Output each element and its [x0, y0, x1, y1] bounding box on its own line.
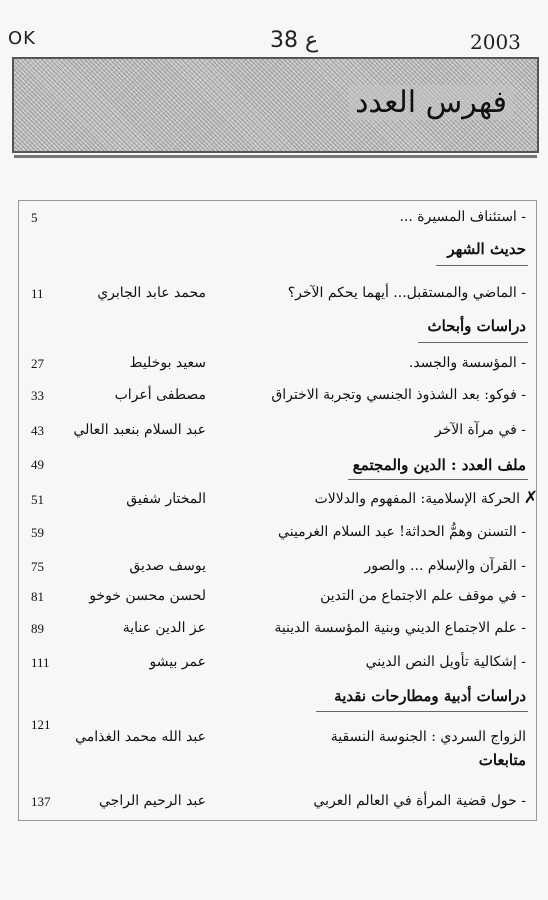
toc-entry [19, 283, 536, 309]
entry-page: 75 [31, 559, 44, 574]
entry-title: - علم الاجتماع الديني وبنية المؤسسة الدينية [274, 620, 526, 636]
contents-banner [12, 57, 539, 153]
entry-title: الحركة الإسلامية: المفهوم والدلالات [314, 491, 520, 507]
entry-author: المختار شفيق [126, 491, 206, 507]
entry-page: 27 [31, 356, 44, 371]
entry-author: يوسف صديق [129, 558, 206, 574]
entry-title: - الماضي والمستقبل... أيهما يحكم الآخر؟ [287, 285, 526, 301]
entry-title: الزواج السردي : الجنوسة النسقية [330, 729, 526, 745]
section-underline [316, 711, 528, 712]
entry-title: - استئناف المسيرة ... [399, 209, 526, 225]
entry-page: 81 [31, 589, 44, 604]
entry-author: عمر بيشو [149, 654, 206, 670]
toc-entry [19, 522, 536, 548]
banner-underline [14, 155, 537, 158]
toc-section-row [19, 454, 536, 480]
entry-title: - القرآن والإسلام ... والصور [364, 558, 526, 574]
entry-author: لحسن محسن خوخو [89, 588, 206, 604]
entry-page: 89 [31, 621, 44, 636]
entry-page: 49 [31, 457, 44, 472]
toc-entry [19, 385, 536, 411]
entry-page: 137 [31, 794, 51, 809]
checkmark-icon: ✗ [523, 488, 538, 508]
entry-author: عبد السلام بنعبد العالي [73, 422, 206, 438]
toc-entry [19, 586, 536, 612]
handwritten-year: 2003 [470, 30, 521, 54]
toc-entry [19, 489, 536, 515]
toc-entry [19, 791, 536, 817]
entry-title: - في مرآة الآخر [434, 422, 526, 438]
toc-entry-text [19, 727, 536, 753]
contents-title: فهرس العدد [349, 85, 513, 120]
entry-page: 121 [31, 717, 51, 732]
toc-entry [19, 652, 536, 678]
handwritten-issue-number: ع 38 [270, 28, 319, 53]
entry-page: 51 [31, 492, 44, 507]
entry-author: سعيد بوخليط [129, 355, 206, 371]
section-heading: دراسات أدبية ومطارحات نقدية [334, 687, 526, 705]
entry-page: 33 [31, 388, 44, 403]
table-of-contents [18, 200, 537, 821]
entry-title: - التسنن وهمُّ الحداثة! عبد السلام الغرميني [278, 524, 526, 540]
section-underline [418, 342, 528, 343]
entry-author: عبد الرحيم الراجي [99, 793, 206, 809]
entry-title: - فوكو: بعد الشذوذ الجنسي وتجربة الاختراق [271, 387, 526, 403]
entry-page: 43 [31, 423, 44, 438]
entry-page: 59 [31, 525, 44, 540]
entry-author: مصطفى أعراب [114, 387, 206, 403]
section-heading: حديث الشهر [447, 240, 526, 258]
toc-entry [19, 420, 536, 446]
entry-title: - حول قضية المرأة في العالم العربي [313, 793, 526, 809]
entry-page: 5 [31, 210, 38, 225]
entry-page: 111 [31, 655, 50, 670]
entry-title: - إشكالية تأويل النص الديني [365, 654, 526, 670]
section-heading: متابعات [478, 751, 526, 769]
section-heading: دراسات وأبحاث [427, 317, 526, 335]
entry-title: - في موقف علم الاجتماع من التدين [320, 588, 526, 604]
toc-entry [19, 618, 536, 644]
entry-page: 11 [31, 286, 44, 301]
section-underline [436, 265, 528, 266]
entry-author: عبد الله محمد الغذامي [75, 729, 206, 745]
toc-entry [19, 353, 536, 379]
toc-entry [19, 207, 536, 233]
section-heading: ملف العدد : الدين والمجتمع [352, 456, 526, 474]
section-underline [348, 479, 528, 480]
handwritten-ok-mark: OK [8, 28, 36, 49]
entry-author: عز الدين عناية [122, 620, 206, 636]
entry-title: - المؤسسة والجسد. [408, 355, 526, 371]
toc-entry [19, 556, 536, 582]
entry-author: محمد عابد الجابري [97, 285, 206, 301]
